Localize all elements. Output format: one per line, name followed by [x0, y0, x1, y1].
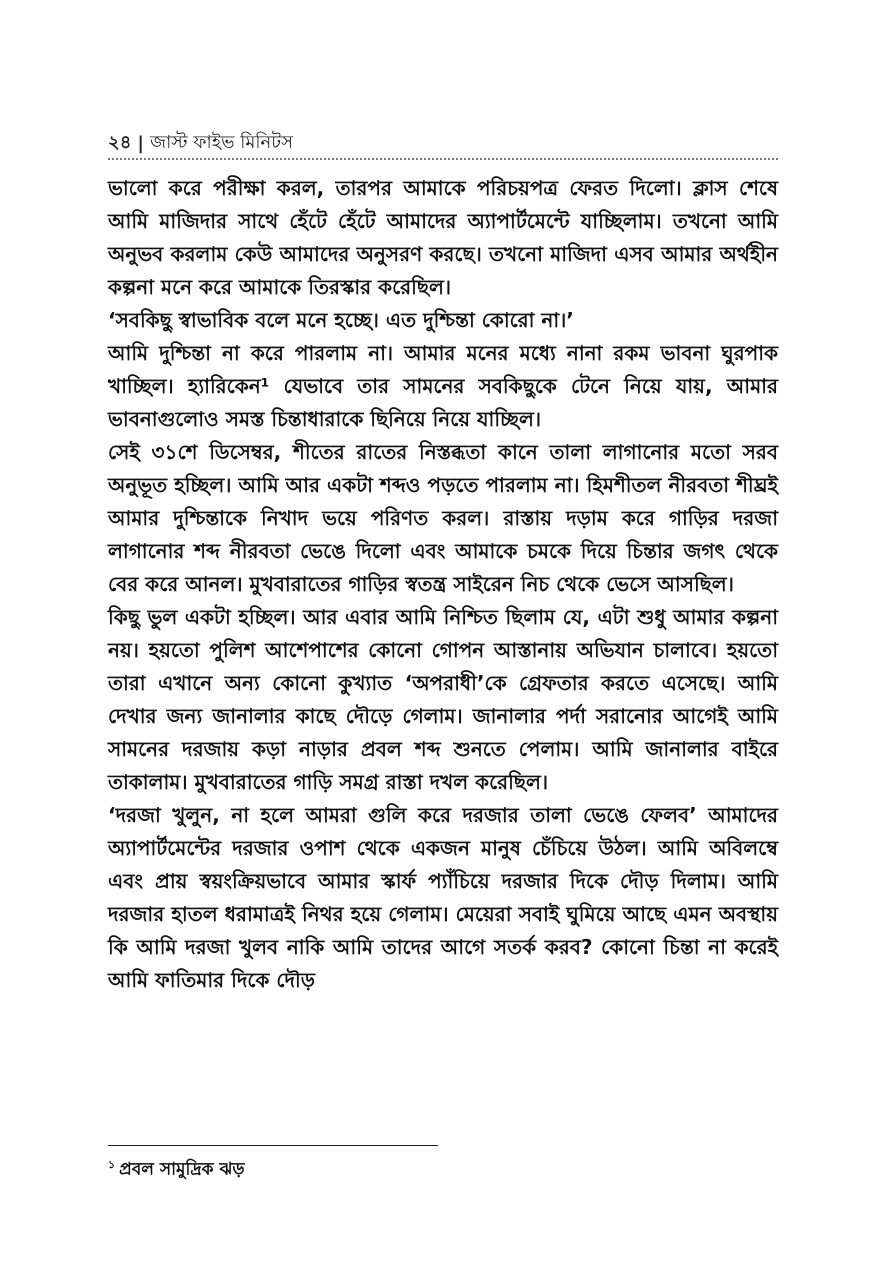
footnote — [108, 1156, 778, 1185]
running-header — [108, 128, 778, 159]
header-separator: | — [137, 133, 144, 154]
book-title: জাস্ট ফাইভ মিনিটস — [149, 132, 293, 153]
header-divider — [108, 158, 778, 160]
footnote-divider — [108, 1145, 438, 1146]
footnote-text: প্রবল সামুদ্রিক ঝড় — [119, 1159, 245, 1180]
paragraph: আমি দুশ্চিন্তা না করে পারলাম না। আমার মনের মধ্যে নানা রকম ভাবনা ঘুরপাক খাচ্ছিল। হ্যারিকেন¹ যেভাবে তার সামনের সবকিছুকে টেনে নিয়ে যায়, আমার ভাবনাগুলোও সমস্ত চিন্তাধারাকে ছিনিয়ে নিয়ে যাচ্ছিল। — [108, 341, 778, 431]
footnote-marker: ১ — [108, 1158, 116, 1171]
paragraph: ‘সবকিছু স্বাভাবিক বলে মনে হচ্ছে। এত দুশ্চিন্তা কোরো না।’ — [108, 308, 574, 332]
paragraph: কিছু ভুল একটা হচ্ছিল। আর এবার আমি নিশ্চিত ছিলাম যে, এটা শুধু আমার কল্পনা নয়। হয়তো পুলিশ আশেপাশের কোনো গোপন আস্তানায় অভিযান চালাবে। হয়তো তারা এখানে অন্য কোনো কুখ্যাত ‘অপরাধী’কে গ্রেফতার করতে এসেছে। আমি দেখার জন্য জানালার কাছে দৌড়ে গেলাম। জানালার পর্দা সরানোর আগেই আমি সামনের দরজায় কড়া নাড়ার প্রবল শব্দ শুনতে পেলাম। আমি জানালার বাইরে তাকালাম। মুখবারাতের গাড়ি সমগ্র রাস্তা দখল করেছিল। — [108, 605, 778, 794]
page-number: ২৪ — [108, 132, 132, 153]
paragraph: সেই ৩১শে ডিসেম্বর, শীতের রাতের নিস্তব্ধতা কানে তালা লাগানোর মতো সরব অনুভূত হচ্ছিল। আমি আর একটা শব্দও পড়তে পারলাম না। হিমশীতল নীরবতা শীঘ্রই আমার দুশ্চিন্তাকে নিখাদ ভয়ে পরিণত করল। রাস্তায় দড়াম করে গাড়ির দরজা লাগানোর শব্দ নীরবতা ভেঙে দিলো এবং আমাকে চমকে দিয়ে চিন্তার জগৎ থেকে বের করে আনল। মুখবারাতের গাড়ির স্বতন্ত্র সাইরেন নিচ থেকে ভেসে আসছিল। — [108, 440, 778, 596]
paragraph: ‘দরজা খুলুন, না হলে আমরা গুলি করে দরজার তালা ভেঙে ফেলব’ আমাদের অ্যাপার্টমেন্টের দরজার ওপাশ থেকে একজন মানুষ চেঁচিয়ে উঠল। আমি অবিলম্বে এবং প্রায় স্বয়ংক্রিয়ভাবে আমার স্কার্ফ প্যাঁচিয়ে দরজার দিকে দৌড় দিলাম। আমি দরজার হাতল ধরামাত্রই নিথর হয়ে গেলাম। মেয়েরা সবাই ঘুমিয়ে আছে এমন অবস্থায় কি আমি দরজা খুলব নাকি আমি তাদের আগে সতর্ক করব? কোনো চিন্তা না করেই আমি ফাতিমার দিকে দৌড় — [108, 803, 778, 992]
paragraph: ভালো করে পরীক্ষা করল, তারপর আমাকে পরিচয়পত্র ফেরত দিলো। ক্লাস শেষে আমি মাজিদার সাথে হেঁটে হেঁটে আমাদের অ্যাপার্টমেন্টে যাচ্ছিলাম। তখনো আমি অনুভব করলাম কেউ আমাদের অনুসরণ করছে। তখনো মাজিদা এসব আমার অর্থহীন কল্পনা মনে করে আমাকে তিরস্কার করেছিল। — [108, 176, 778, 299]
body-text — [108, 172, 778, 997]
